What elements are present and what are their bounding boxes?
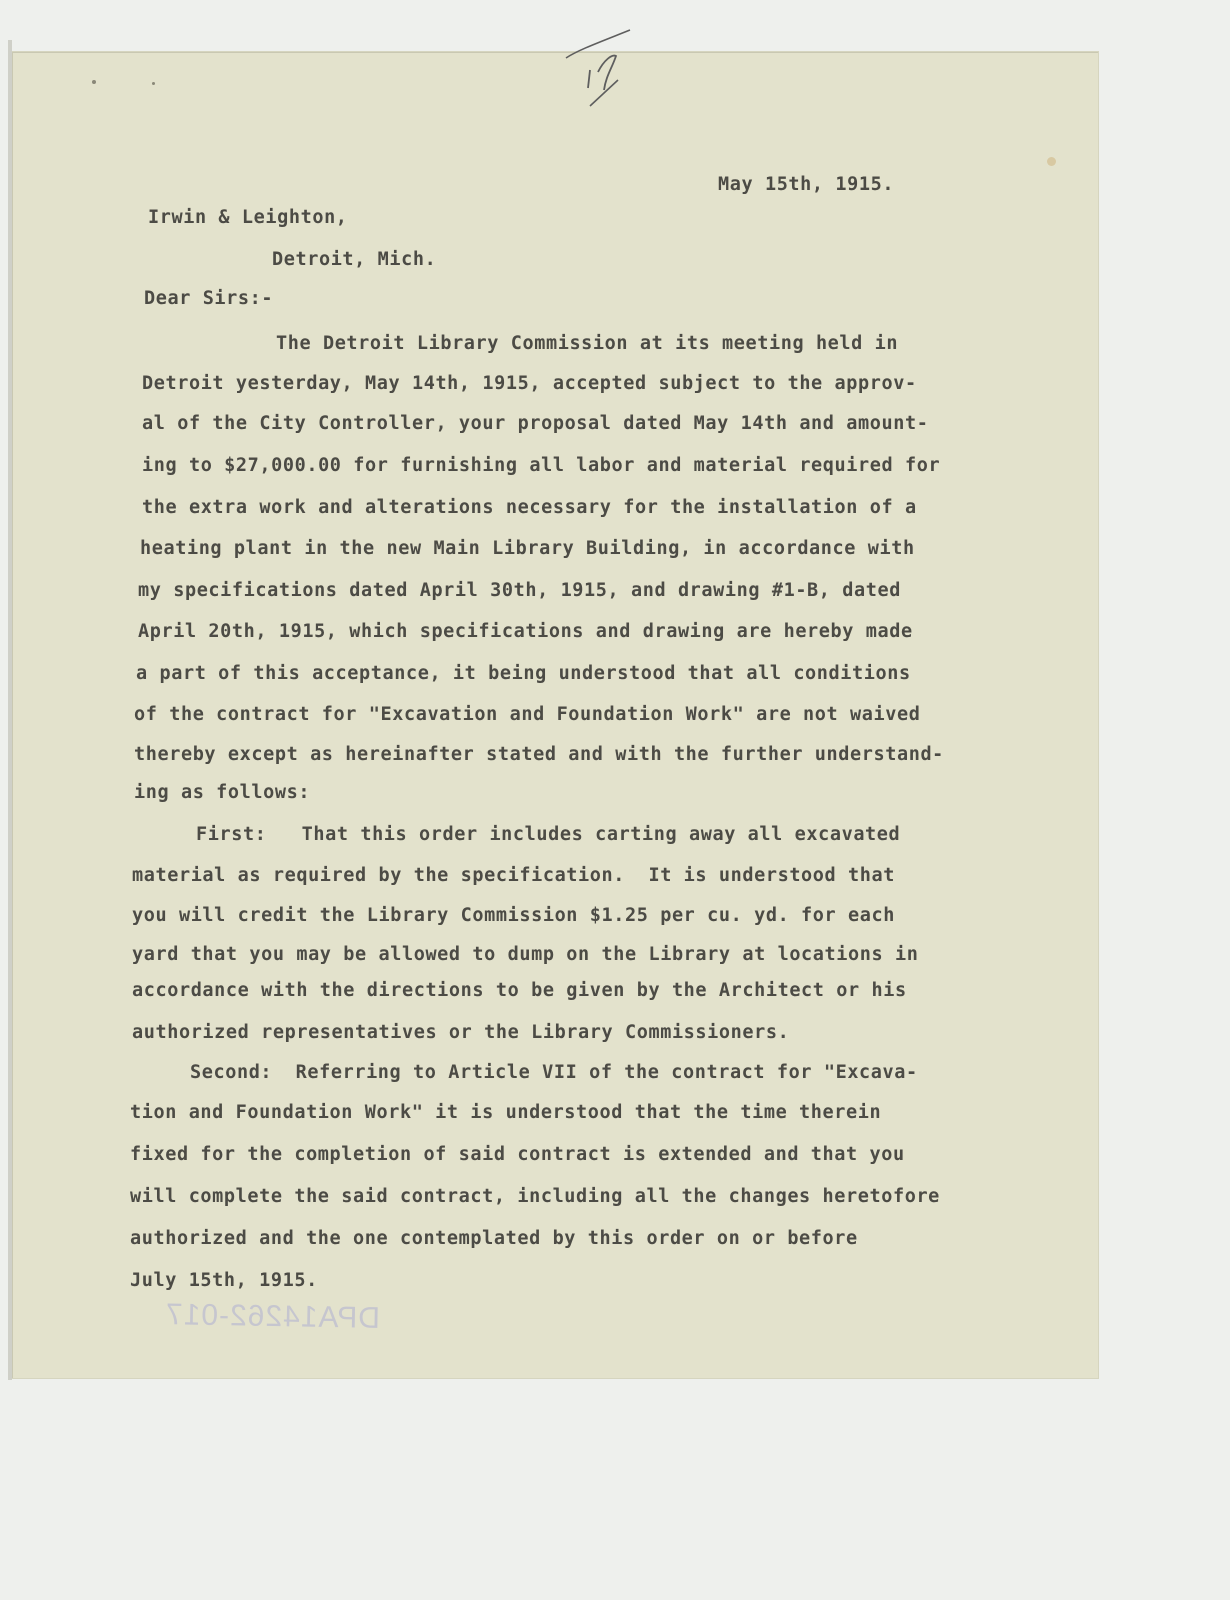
text-line: yard that you may be allowed to dump on the Library at locations in: [132, 944, 919, 965]
text-line: a part of this acceptance, it being understood that all conditions: [136, 663, 911, 684]
text-line: thereby except as hereinafter stated and with the further understand-: [134, 744, 944, 765]
recipient-city: Detroit, Mich.: [272, 249, 437, 270]
handwritten-mark: [560, 20, 650, 115]
text-line: al of the City Controller, your proposal dated May 14th and amount-: [142, 413, 929, 434]
text-line: material as required by the specification. It is understood that: [132, 865, 895, 886]
text-line: heating plant in the new Main Library Building, in accordance with: [140, 538, 915, 559]
text-line: ing as follows:: [134, 782, 311, 803]
text-line: fixed for the completion of said contract is extended and that you: [130, 1144, 905, 1165]
text-line: Detroit yesterday, May 14th, 1915, accepted subject to the approv-: [142, 373, 917, 394]
text-line: April 20th, 1915, which specifications and drawing are hereby made: [138, 621, 913, 642]
letter-date: May 15th, 1915.: [718, 174, 895, 195]
text-line: authorized representatives or the Library Commissioners.: [132, 1022, 790, 1043]
text-line: ing to $27,000.00 for furnishing all labor and material required for: [142, 455, 941, 476]
page-edge: [8, 40, 12, 1380]
text-line: First: That this order includes carting away all excavated: [196, 824, 901, 845]
text-line: authorized and the one contemplated by this order on or before: [130, 1228, 858, 1249]
reverse-stamp-mark: DPA14262-017: [164, 1298, 381, 1335]
text-line: tion and Foundation Work" it is understood that the time therein: [130, 1102, 882, 1123]
text-line: Second: Referring to Article VII of the contract for "Excava-: [190, 1062, 918, 1083]
paper-stain: [1047, 157, 1056, 166]
text-line: July 15th, 1915.: [130, 1270, 318, 1291]
paper-speck: [152, 82, 155, 85]
text-line: The Detroit Library Commission at its meeting held in: [276, 333, 899, 354]
text-line: the extra work and alterations necessary for the installation of a: [142, 497, 917, 518]
text-line: accordance with the directions to be given by the Architect or his: [132, 980, 907, 1001]
salutation: Dear Sirs:-: [144, 288, 274, 309]
text-line: will complete the said contract, including all the changes heretofore: [130, 1186, 940, 1207]
text-line: my specifications dated April 30th, 1915, and drawing #1-B, dated: [138, 580, 901, 601]
paper-speck: [92, 80, 96, 84]
text-line: you will credit the Library Commission $1.25 per cu. yd. for each: [132, 905, 895, 926]
recipient-name: Irwin & Leighton,: [148, 207, 348, 228]
text-line: of the contract for "Excavation and Foundation Work" are not waived: [134, 704, 921, 725]
